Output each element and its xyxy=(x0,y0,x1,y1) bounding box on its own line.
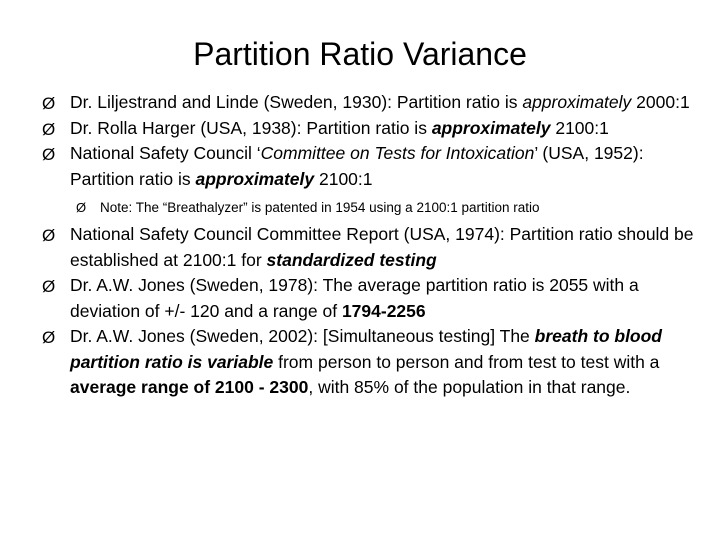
item-text: Dr. Liljestrand and Linde (Sweden, 1930): Partition ratio is xyxy=(70,92,523,112)
item-text: ’ (USA, 1952): Partition ratio is xyxy=(70,143,644,189)
sub-bullet-breathalyzer-note xyxy=(76,198,705,218)
bullet-item-harger xyxy=(40,116,705,142)
emphasis-text: Committee on Tests for Intoxication xyxy=(260,143,535,163)
arrow-bullet-icon: Ø xyxy=(42,277,56,296)
item-text: 2100:1 xyxy=(314,168,373,189)
item-text: from person to person and from test to test with a xyxy=(273,351,660,372)
item-text: Dr. A.W. Jones (Sweden, 2002): [Simultaneous testing] The xyxy=(70,326,535,346)
emphasis-text: approximately xyxy=(195,168,315,189)
emphasis-text: standardized testing xyxy=(266,249,437,270)
arrow-bullet-icon: Ø xyxy=(42,94,56,113)
bullet-item-nsc-1952 xyxy=(40,141,705,192)
item-text: Dr. Rolla Harger (USA, 1938): Partition ratio is xyxy=(70,117,432,138)
bullet-item-liljestrand xyxy=(40,90,705,116)
slide-title: Partition Ratio Variance xyxy=(193,36,527,72)
arrow-bullet-icon: Ø xyxy=(42,145,56,164)
bullet-item-jones-1978 xyxy=(40,273,705,324)
arrow-bullet-icon: Ø xyxy=(42,226,56,245)
arrow-bullet-icon: Ø xyxy=(76,200,87,215)
arrow-bullet-icon: Ø xyxy=(42,119,56,139)
item-text: National Safety Council Committee Report (USA, 1974): Partition ratio should be established at 2100:1 for xyxy=(70,224,694,270)
item-text: National Safety Council ‘ xyxy=(70,143,261,163)
item-text: 2100:1 xyxy=(550,117,609,138)
item-text: 2000:1 xyxy=(631,92,690,112)
emphasis-text: 1794-2256 xyxy=(341,300,426,321)
emphasis-text: average range of 2100 - 2300 xyxy=(70,377,309,397)
emphasis-text: approximately xyxy=(522,92,632,112)
bullet-list xyxy=(40,90,705,401)
emphasis-text: breath to blood partition ratio is variable xyxy=(70,326,663,372)
arrow-bullet-icon: Ø xyxy=(42,328,56,347)
bullet-item-jones-2002 xyxy=(40,324,705,401)
bullet-item-nsc-1974 xyxy=(40,222,705,273)
item-text: Note: The “Breathalyzer” is patented in 1954 using a 2100:1 partition ratio xyxy=(100,200,540,215)
item-text: , with 85% of the population in that range. xyxy=(308,377,631,397)
item-text: Dr. A.W. Jones (Sweden, 1978): The average partition ratio is 2055 with a deviation of +/- 120 and a range of xyxy=(70,275,639,321)
emphasis-text: approximately xyxy=(431,117,551,138)
